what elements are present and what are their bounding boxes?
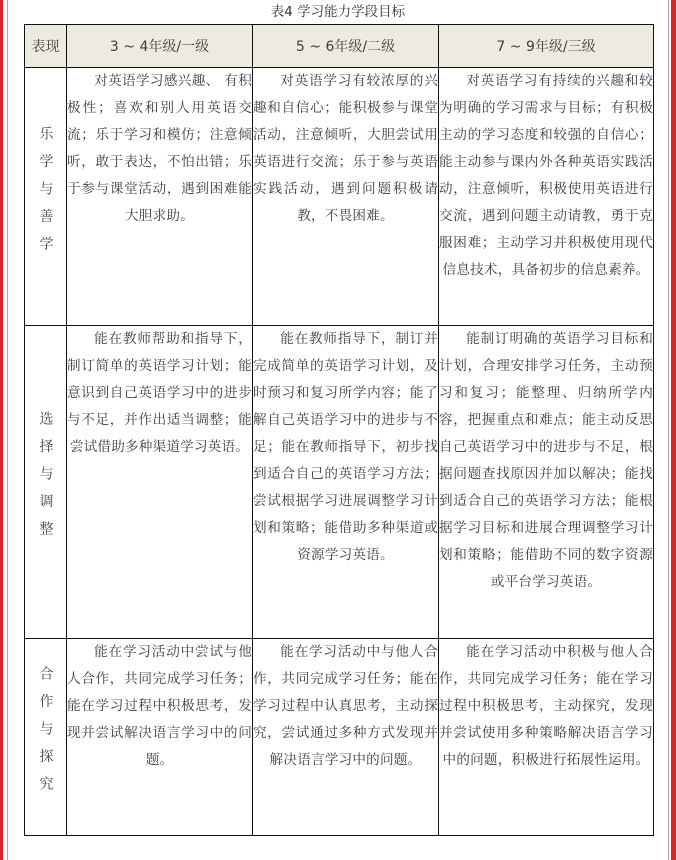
frame-right-line bbox=[668, 0, 669, 860]
table-row-cooperation-inquiry bbox=[25, 639, 654, 836]
learning-ability-goals-table bbox=[24, 24, 654, 836]
cell-level-2: 能在教师指导下，制订并完成简单的英语学习计划，及时预习和复习所学内容；能了解自己英语学习中的进步与不足；能在教师指导下，初步找到适合自己的英语学习方法；尝试根据学习进展调整学习计划和策略；能借助多种渠道或资源学习英语。 bbox=[253, 326, 439, 639]
row-dimension-label: 合作与探究 bbox=[37, 666, 54, 804]
dimension-wrap bbox=[36, 126, 56, 268]
row-dimension-label: 乐学与善学 bbox=[37, 125, 54, 264]
frame-left-line bbox=[7, 0, 8, 860]
header-level-2: 5 ~ 6年级/二级 bbox=[253, 25, 439, 68]
dimension-char bbox=[36, 236, 56, 264]
dimension-char bbox=[36, 208, 56, 236]
header-level-1: 3 ~ 4年级/一级 bbox=[67, 25, 253, 68]
header-level-3: 7 ~ 9年级/三级 bbox=[439, 25, 654, 68]
dimension-char bbox=[36, 776, 56, 804]
frame-left-red-bar bbox=[0, 0, 3, 860]
table-row-enjoy-learning bbox=[25, 68, 654, 326]
row-dimension-cell bbox=[25, 68, 67, 326]
table-row-choice-adjust bbox=[25, 326, 654, 639]
cell-level-3: 能制订明确的英语学习目标和计划，合理安排学习任务，主动预习和复习；能整理、归纳所学内容，把握重点和难点；能主动反思自己英语学习中的进步与不足，根据问题查找原因并加以解决；能找到适合自己的英语学习方法；能根据学习目标和进展合理调整学习计划和策略；能借助不同的数字资源或平台学习英语。 bbox=[439, 326, 654, 639]
cell-level-3: 能在学习活动中积极与他人合作，共同完成学习任务；能在学习过程中积极思考，主动探究，发现并尝试使用多种策略解决语言学习中的问题，积极进行拓展性运用。 bbox=[439, 639, 654, 836]
frame-right-red-bar bbox=[671, 0, 676, 860]
dimension-char bbox=[36, 439, 56, 467]
dimension-char bbox=[36, 181, 56, 209]
dimension-wrap bbox=[36, 666, 56, 808]
cell-level-3: 对英语学习有持续的兴趣和较为明确的学习需求与目标；有积极主动的学习态度和较强的自信心；能主动参与课内外各种英语实践活动，注意倾听，积极使用英语进行交流，遇到问题主动请教，勇于克服困难；主动学习并积极使用现代信息技术，具备初步的信息素养。 bbox=[439, 68, 654, 326]
dimension-char-layer bbox=[36, 411, 56, 553]
row-dimension-cell bbox=[25, 326, 67, 639]
cell-level-1: 对英语学习感兴趣、 有积极性；喜欢和别人用英语交流；乐于学习和模仿；注意倾听，敢于表达，不怕出错；乐于参与课堂活动，遇到困难能大胆求助。 bbox=[67, 68, 253, 326]
dimension-char bbox=[36, 666, 56, 694]
row-dimension-label: 选择与调整 bbox=[37, 411, 54, 549]
header-dimension: 表现 bbox=[25, 25, 67, 68]
dimension-char bbox=[36, 126, 56, 154]
dimension-char-layer bbox=[36, 666, 56, 808]
cell-level-1: 能在学习活动中尝试与他人合作，共同完成学习任务；能在学习过程中积极思考，发现并尝试解决语言学习中的问题。 bbox=[67, 639, 253, 836]
dimension-char bbox=[36, 494, 56, 522]
dimension-char bbox=[36, 411, 56, 439]
dimension-wrap bbox=[36, 411, 56, 553]
dimension-char bbox=[36, 749, 56, 777]
cell-level-2: 对英语学习有较浓厚的兴趣和自信心；能积极参与课堂活动，注意倾听，大胆尝试用英语进行交流；乐于参与英语实践活动，遇到问题积极请教，不畏困难。 bbox=[253, 68, 439, 326]
dimension-char bbox=[36, 721, 56, 749]
dimension-char bbox=[36, 466, 56, 494]
table-caption: 表4 学习能力学段目标 bbox=[270, 4, 406, 20]
cell-level-1: 能在教师帮助和指导下，制订简单的英语学习计划；能意识到自己英语学习中的进步与不足，并作出适当调整；能尝试借助多种渠道学习英语。 bbox=[67, 326, 253, 639]
dimension-char bbox=[36, 153, 56, 181]
header-row bbox=[25, 25, 654, 68]
row-dimension-cell bbox=[25, 639, 67, 836]
dimension-char-layer bbox=[36, 126, 56, 268]
cell-level-2: 能在学习活动中与他人合作，共同完成学习任务；能在学习过程中认真思考，主动探究，尝试通过多种方式发现并解决语言学习中的问题。 bbox=[253, 639, 439, 836]
dimension-char bbox=[36, 521, 56, 549]
dimension-char bbox=[36, 694, 56, 722]
